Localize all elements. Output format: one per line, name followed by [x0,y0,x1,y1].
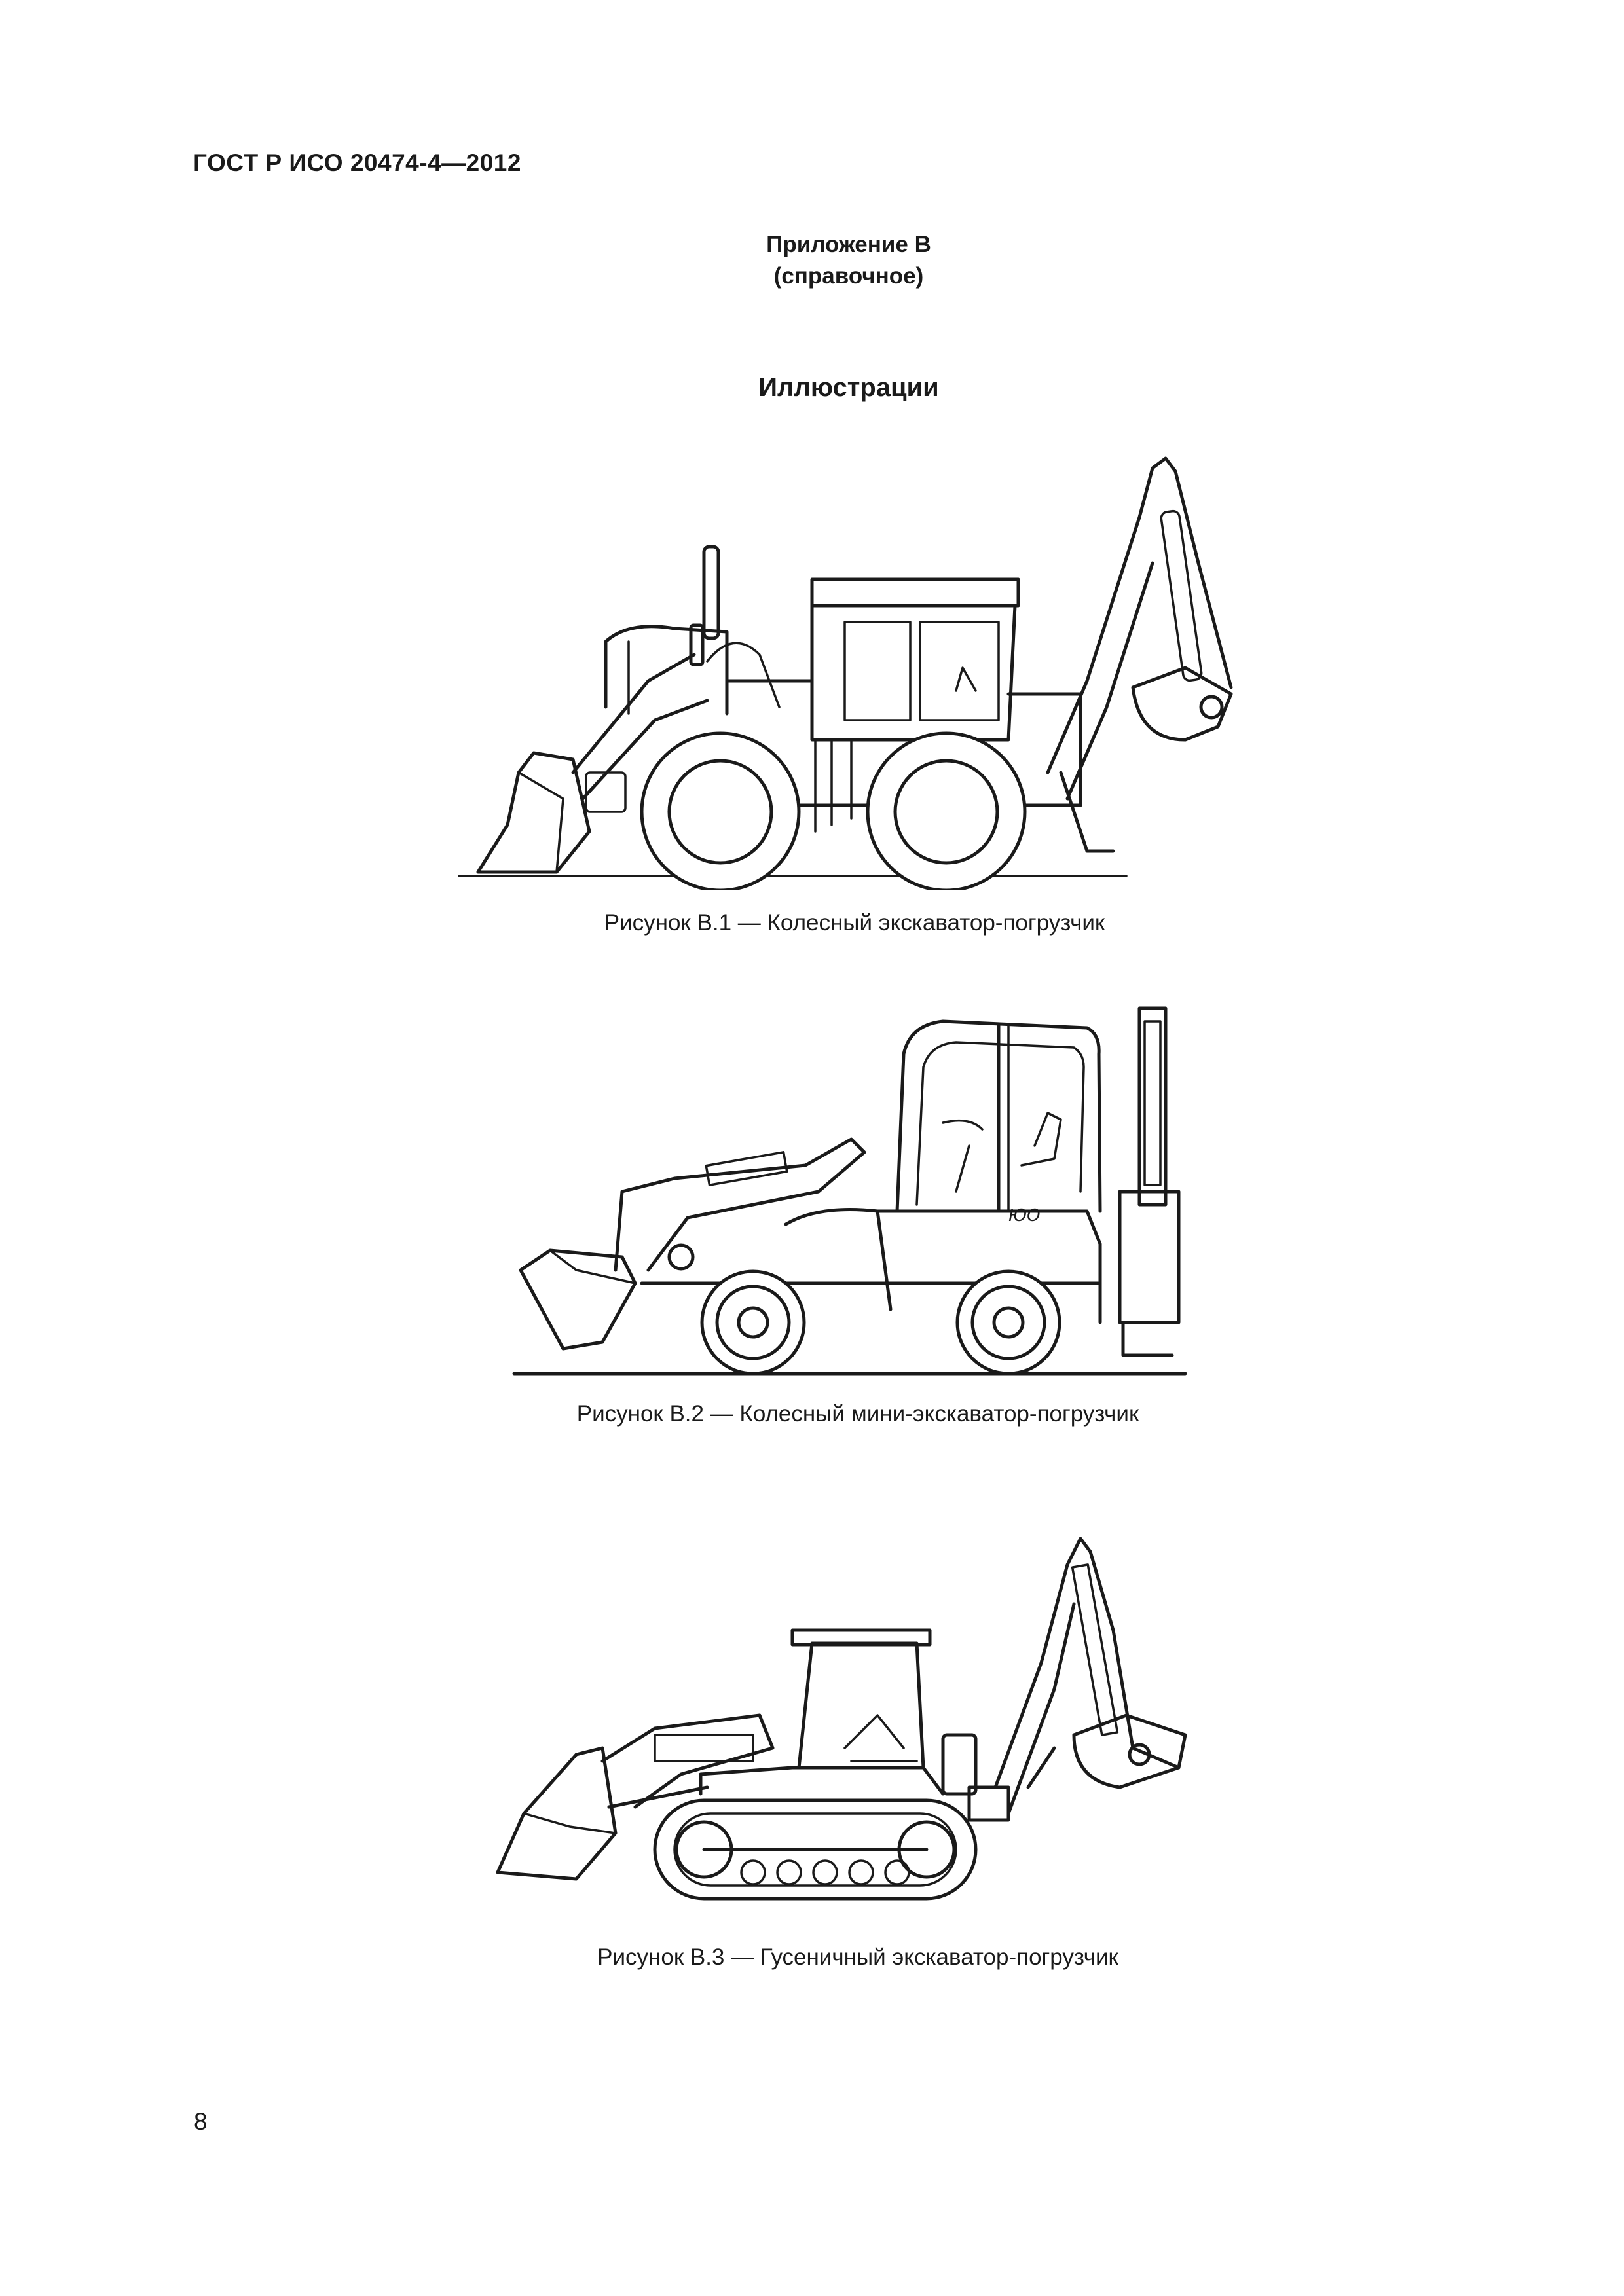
figure-b3-caption: Рисунок В.3 — Гусеничный экскаватор-погрузчик [597,1944,1118,1970]
figure-b1-wheeled-backhoe-loader [458,432,1257,936]
figure-b3-crawler-backhoe-loader [485,1499,1231,1970]
figure-b2-wheeled-mini-backhoe-loader [511,995,1205,1427]
page-number: 8 [194,2108,208,2135]
figure-b2-caption: Рисунок В.2 — Колесный мини-экскаватор-погрузчик [576,1401,1139,1427]
section-title: Иллюстрации [758,373,939,402]
figure-b1-caption: Рисунок В.1 — Колесный экскаватор-погрузчик [604,910,1105,936]
standard-code-header: ГОСТ Р ИСО 20474-4—2012 [193,149,521,176]
annex-title-block [0,229,1624,292]
svg-text:ЮО: ЮО [1008,1206,1041,1226]
annex-type: (справочное) [773,263,924,289]
annex-title: Приложение В [766,232,931,257]
